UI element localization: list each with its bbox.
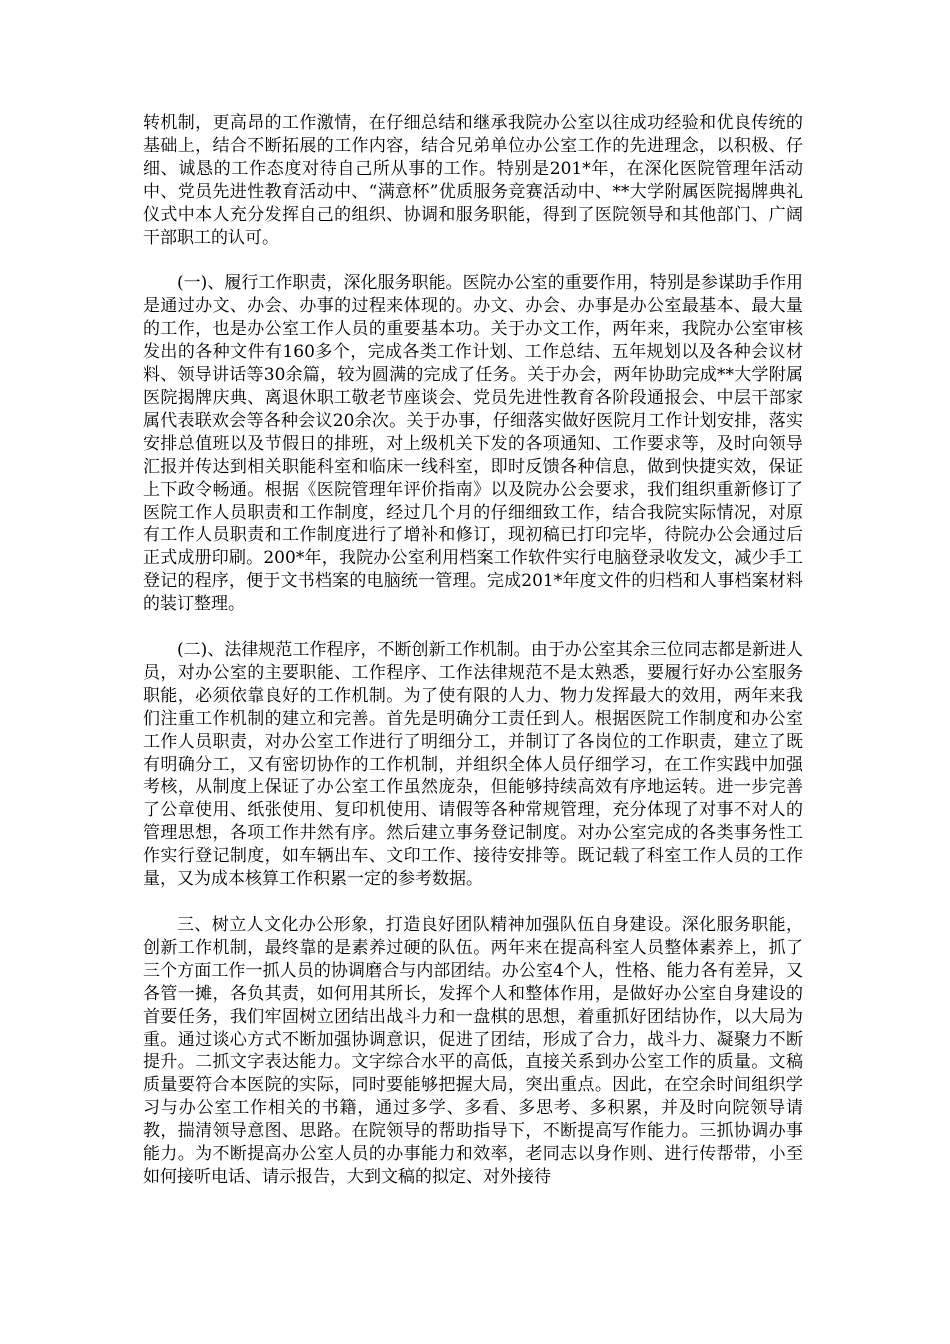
paragraph-section-2: (二)、法律规范工作程序，不断创新工作机制。由于办公室其余三位同志都是新进人员，对办公室的主要职能、工作程序、工作法律规范不是太熟悉，要履行好办公室服务职能，必须依靠良好的工作机制。为了使有限的人力、物力发挥最大的效用，两年来我们注重工作机制的建立和完善。首先是明确分工责任到人。根据医院工作制度和办公室工作人员职责，对办公室工作进行了明细分工，并制订了各岗位的工作职责，建立了既有明确分工，又有密切协作的工作机制，并组织全体人员仔细学习，在工作实践中加强考核，从制度上保证了办公室工作虽然庞杂，但能够持续高效有序地运转。进一步完善了公章使用、纸张使用、复印机使用、请假等各种常规管理，充分体现了对事不对人的管理思想，各项工作井然有序。然后建立事务登记制度。对办公室完成的各类事务性工作实行登记制度，如车辆出车、文印工作、接待安排等。既记载了科室工作人员的工作量，又为成本核算工作积累一定的参考数据。	[143, 640, 803, 890]
paragraph-section-3: 三、树立人文化办公形象，打造良好团队精神加强队伍自身建设。深化服务职能，创新工作机制，最终靠的是素养过硬的队伍。两年来在提高科室人员整体素养上，抓了三个方面工作一抓人员的协调磨合与内部团结。办公室4个人，性格、能力各有差异，又各管一摊，各负其责，如何用其所长，发挥个人和整体作用，是做好办公室自身建设的首要任务，我们牢固树立团结出战斗力和一盘棋的思想，着重抓好团结协作，以大局为重。通过谈心方式不断加强协调意识，促进了团结，形成了合力，战斗力、凝聚力不断提升。二抓文字表达能力。文字综合水平的高低，直接关系到办公室工作的质量。文稿质量要符合本医院的实际，同时要能够把握大局，突出重点。因此，在空余时间组织学习与办公室工作相关的书籍，通过多学、多看、多思考、多积累，并及时向院领导请教，揣清领导意图、思路。在院领导的帮助指导下，不断提高写作能力。三抓协调办事能力。为不断提高办公室人员的办事能力和效率，老同志以身作则、进行传帮带，小至如何接听电话、请示报告，大到文稿的拟定、对外接待	[143, 915, 803, 1187]
paragraph-continuation: 转机制，更高昂的工作激情，在仔细总结和继承我院办公室以往成功经验和优良传统的基础上，结合不断拓展的工作内容，结合兄弟单位办公室工作的先进理念，以积极、仔细、诚恳的工作态度对待自己所从事的工作。特别是201*年，在深化医院管理年活动中、党员先进性教育活动中、“满意杯”优质服务竞赛活动中、**大学附属医院揭牌典礼仪式中本人充分发挥自己的组织、协调和服务职能，得到了医院领导和其他部门、广阔干部职工的认可。	[143, 113, 803, 248]
document-page	[143, 112, 803, 1212]
paragraph-section-1: (一)、履行工作职责，深化服务职能。医院办公室的重要作用，特别是参谋助手作用是通过办文、办会、办事的过程来体现的。办文、办会、办事是办公室最基本、最大量的工作，也是办公室工作人员的重要基本功。关于办文工作，两年来，我院办公室审核发出的各种文件有160多个，完成各类工作计划、工作总结、五年规划以及各种会议材料、领导讲话等30余篇，较为圆满的完成了任务。关于办会，两年协助完成**大学附属医院揭牌庆典、离退休职工敬老节座谈会、党员先进性教育各阶段通报会、中层干部家属代表联欢会等各种会议20余次。关于办事，仔细落实做好医院月工作计划安排，落实安排总值班以及节假日的排班，对上级机关下发的各项通知、工作要求等，及时向领导汇报并传达到相关职能科室和临床一线科室，即时反馈各种信息，做到快捷实效，保证上下政令畅通。根据《医院管理年评价指南》以及院办公会要求，我们组织重新修订了医院工作人员职责和工作制度，经过几个月的仔细细致工作，结合我院实际情况，对原有工作人员职责和工作制度进行了增补和修订，现初稿已打印完毕，待院办公会通过后正式成册印刷。200*年，我院办公室利用档案工作软件实行电脑登录收发文，减少手工登记的程序，便于文书档案的电脑统一管理。完成201*年度文件的归档和人事档案材料的装订整理。	[143, 273, 803, 615]
